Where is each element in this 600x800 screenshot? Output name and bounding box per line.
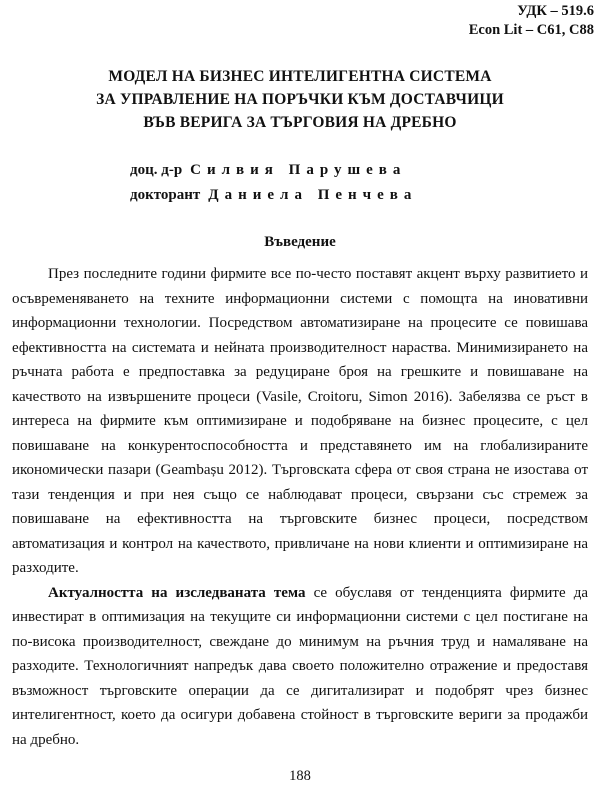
udk-code: УДК – 519.6 [517, 3, 594, 19]
body-text [12, 262, 588, 752]
author-role: доц. д-р [130, 162, 183, 178]
section-heading: Въведение [264, 234, 336, 250]
classification-codes [469, 2, 594, 40]
author-list [130, 158, 417, 208]
author-name: Силвия Парушева [190, 162, 407, 178]
title-line: ВЪВ ВЕРИГА ЗА ТЪРГОВИЯ НА ДРЕБНО [143, 114, 457, 131]
econlit-code: Econ Lit – C61, C88 [468, 22, 594, 38]
paper-title [0, 65, 600, 134]
author-name: Даниела Пенчева [208, 187, 418, 203]
author [130, 183, 417, 208]
author-role: докторант [130, 187, 201, 203]
emphasis-text: Актуалността на изследваната тема [48, 584, 306, 601]
paragraph [12, 581, 588, 753]
page-number: 188 [289, 768, 311, 784]
paragraph-text: се обуславя от тенденцията фирмите да инвестират в оптимизация на текущите си информационни системи с цел постигане на по-висока производителност, свеждане до минимум на ръчния труд и намаляване на разходите. Технологичният напредък дава своето положително отражение и предоставя възможност търговските операции да се дигитализират и подобрят чрез бизнес интелигентност, което да осигури добавена стойност в търговските вериги за продажби на дребно. [12, 584, 588, 748]
author [130, 158, 417, 183]
paragraph: През последните години фирмите все по-често поставят акцент върху развитието и осъвременяването на техните информационни системи с помощта на иновативни информационни технологии. Посредством автоматизиране на процесите се повишава ефективността на системата и нейната производителност нараства. Минимизирането на ръчната работа е предпоставка за редуциране броя на грешките и повишаване на качеството на извършените процеси (Vasile, Croitoru, Simon 2016). Забелязва се ръст в интереса на фирмите към оптимизиране и подобряване на бизнес процесите, с цел повишаване на конкурентоспособността и представянето им на глобализираните икономически пазари (Geambașu 2012). Търговската сфера от своя страна не изостава от тази тенденция и при нея също се наблюдават процеси, свързани със стремеж за повишаване на ефективността на търговските бизнес процеси, посредством автоматизация и контрол на качеството, привличане на нови клиенти и оптимизиране на разходите. [12, 266, 588, 576]
title-line: ЗА УПРАВЛЕНИЕ НА ПОРЪЧКИ КЪМ ДОСТАВЧИЦИ [96, 91, 504, 108]
title-line: МОДЕЛ НА БИЗНЕС ИНТЕЛИГЕНТНА СИСТЕМА [108, 68, 492, 85]
